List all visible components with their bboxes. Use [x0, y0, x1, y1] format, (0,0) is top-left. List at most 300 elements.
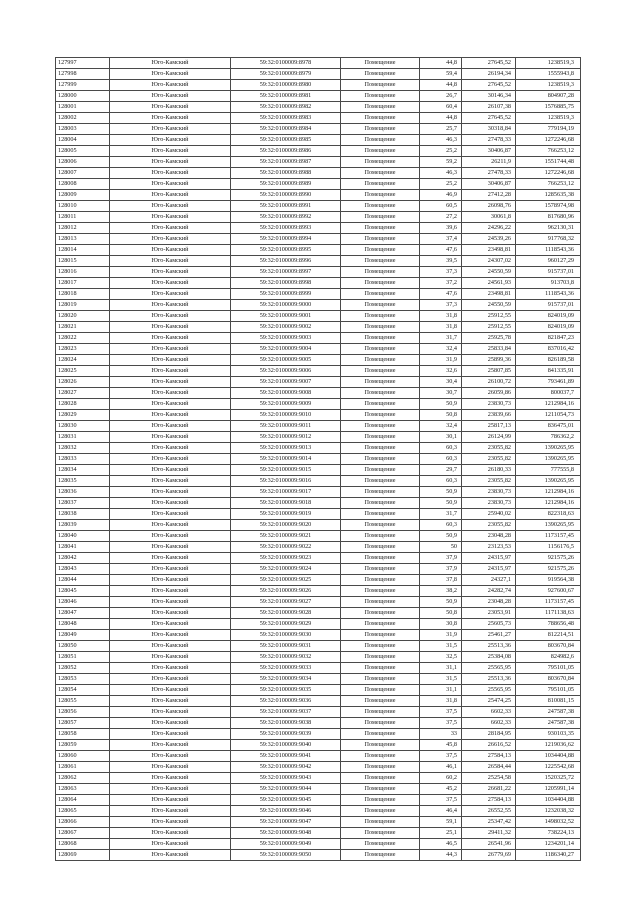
- unit-price-cell: 25807,85: [462, 366, 516, 377]
- table-row: [56, 740, 581, 751]
- cadastral-value-cell: 766253,12: [516, 179, 581, 190]
- row-number: 128026: [56, 377, 110, 388]
- area-cell: 31,8: [420, 311, 462, 322]
- cadastral-value-cell: 824982,6: [516, 652, 581, 663]
- row-number: 128054: [56, 685, 110, 696]
- cadastral-number-cell: 59:32:0100009:9032: [231, 652, 341, 663]
- unit-price-cell: 26211,9: [462, 157, 516, 168]
- cadastral-number-cell: 59:32:0100009:9007: [231, 377, 341, 388]
- cadastral-value-cell: 1578974,98: [516, 201, 581, 212]
- table-body: [56, 58, 581, 861]
- cadastral-value-cell: 1212984,16: [516, 498, 581, 509]
- district-cell: Юго-Камский: [110, 146, 231, 157]
- object-type-cell: Помещение: [341, 641, 420, 652]
- cadastral-number-cell: 59:32:0100009:8995: [231, 245, 341, 256]
- object-type-cell: Помещение: [341, 311, 420, 322]
- unit-price-cell: 26124,99: [462, 432, 516, 443]
- unit-price-cell: 25940,02: [462, 509, 516, 520]
- cadastral-number-cell: 59:32:0100009:9013: [231, 443, 341, 454]
- cadastral-number-cell: 59:32:0100009:9010: [231, 410, 341, 421]
- area-cell: 37,2: [420, 278, 462, 289]
- unit-price-cell: 27584,13: [462, 795, 516, 806]
- row-number: 128018: [56, 289, 110, 300]
- table-row: [56, 696, 581, 707]
- cadastral-number-cell: 59:32:0100009:8993: [231, 223, 341, 234]
- district-cell: Юго-Камский: [110, 190, 231, 201]
- cadastral-number-cell: 59:32:0100009:8980: [231, 80, 341, 91]
- area-cell: 50,9: [420, 597, 462, 608]
- district-cell: Юго-Камский: [110, 575, 231, 586]
- row-number: 128024: [56, 355, 110, 366]
- row-number: 128016: [56, 267, 110, 278]
- row-number: 128003: [56, 124, 110, 135]
- unit-price-cell: 30406,87: [462, 179, 516, 190]
- cadastral-value-cell: 1390265,95: [516, 520, 581, 531]
- row-number: 128013: [56, 234, 110, 245]
- table-row: [56, 366, 581, 377]
- object-type-cell: Помещение: [341, 784, 420, 795]
- district-cell: Юго-Камский: [110, 773, 231, 784]
- object-type-cell: Помещение: [341, 795, 420, 806]
- table-row: [56, 157, 581, 168]
- object-type-cell: Помещение: [341, 157, 420, 168]
- row-number: 128029: [56, 410, 110, 421]
- row-number: 128031: [56, 432, 110, 443]
- area-cell: 46,1: [420, 762, 462, 773]
- cadastral-table: [55, 57, 581, 861]
- cadastral-number-cell: 59:32:0100009:9003: [231, 333, 341, 344]
- area-cell: 50,9: [420, 487, 462, 498]
- cadastral-number-cell: 59:32:0100009:9037: [231, 707, 341, 718]
- district-cell: Юго-Камский: [110, 586, 231, 597]
- object-type-cell: Помещение: [341, 190, 420, 201]
- area-cell: 26,7: [420, 91, 462, 102]
- table-row: [56, 575, 581, 586]
- cadastral-value-cell: 1225542,68: [516, 762, 581, 773]
- object-type-cell: Помещение: [341, 102, 420, 113]
- cadastral-value-cell: 917768,32: [516, 234, 581, 245]
- unit-price-cell: 6602,33: [462, 707, 516, 718]
- district-cell: Юго-Камский: [110, 729, 231, 740]
- row-number: 128028: [56, 399, 110, 410]
- area-cell: 50,8: [420, 608, 462, 619]
- cadastral-number-cell: 59:32:0100009:9031: [231, 641, 341, 652]
- row-number: 128065: [56, 806, 110, 817]
- row-number: 128015: [56, 256, 110, 267]
- cadastral-number-cell: 59:32:0100009:8996: [231, 256, 341, 267]
- district-cell: Юго-Камский: [110, 542, 231, 553]
- row-number: 128017: [56, 278, 110, 289]
- cadastral-value-cell: 1118543,36: [516, 245, 581, 256]
- unit-price-cell: 26194,34: [462, 69, 516, 80]
- table-row: [56, 69, 581, 80]
- cadastral-number-cell: 59:32:0100009:8983: [231, 113, 341, 124]
- table-row: [56, 256, 581, 267]
- table-row: [56, 322, 581, 333]
- cadastral-number-cell: 59:32:0100009:9030: [231, 630, 341, 641]
- object-type-cell: Помещение: [341, 839, 420, 850]
- area-cell: 45,8: [420, 740, 462, 751]
- object-type-cell: Помещение: [341, 355, 420, 366]
- cadastral-value-cell: 1212984,16: [516, 399, 581, 410]
- table-row: [56, 234, 581, 245]
- district-cell: Юго-Камский: [110, 91, 231, 102]
- table-row: [56, 179, 581, 190]
- cadastral-value-cell: 1034404,88: [516, 751, 581, 762]
- area-cell: 31,1: [420, 663, 462, 674]
- area-cell: 44,3: [420, 850, 462, 861]
- district-cell: Юго-Камский: [110, 718, 231, 729]
- area-cell: 37,5: [420, 707, 462, 718]
- unit-price-cell: 24539,26: [462, 234, 516, 245]
- cadastral-number-cell: 59:32:0100009:9026: [231, 586, 341, 597]
- district-cell: Юго-Камский: [110, 212, 231, 223]
- cadastral-value-cell: 921575,26: [516, 564, 581, 575]
- row-number: 128064: [56, 795, 110, 806]
- object-type-cell: Помещение: [341, 69, 420, 80]
- object-type-cell: Помещение: [341, 256, 420, 267]
- object-type-cell: Помещение: [341, 663, 420, 674]
- unit-price-cell: 23498,81: [462, 245, 516, 256]
- row-number: 128002: [56, 113, 110, 124]
- cadastral-value-cell: 824019,09: [516, 311, 581, 322]
- row-number: 128014: [56, 245, 110, 256]
- object-type-cell: Помещение: [341, 696, 420, 707]
- area-cell: 31,9: [420, 630, 462, 641]
- object-type-cell: Помещение: [341, 366, 420, 377]
- cadastral-number-cell: 59:32:0100009:8997: [231, 267, 341, 278]
- district-cell: Юго-Камский: [110, 839, 231, 850]
- cadastral-value-cell: 803670,84: [516, 641, 581, 652]
- cadastral-value-cell: 1238519,3: [516, 113, 581, 124]
- row-number: 128007: [56, 168, 110, 179]
- area-cell: 30,4: [420, 377, 462, 388]
- cadastral-value-cell: 824019,09: [516, 322, 581, 333]
- object-type-cell: Помещение: [341, 300, 420, 311]
- unit-price-cell: 25474,25: [462, 696, 516, 707]
- object-type-cell: Помещение: [341, 201, 420, 212]
- row-number: 128051: [56, 652, 110, 663]
- cadastral-value-cell: 821847,23: [516, 333, 581, 344]
- district-cell: Юго-Камский: [110, 344, 231, 355]
- unit-price-cell: 26616,52: [462, 740, 516, 751]
- object-type-cell: Помещение: [341, 652, 420, 663]
- unit-price-cell: 29411,32: [462, 828, 516, 839]
- district-cell: Юго-Камский: [110, 157, 231, 168]
- row-number: 128033: [56, 454, 110, 465]
- row-number: 128043: [56, 564, 110, 575]
- area-cell: 31,1: [420, 685, 462, 696]
- cadastral-value-cell: 1551744,48: [516, 157, 581, 168]
- cadastral-number-cell: 59:32:0100009:9012: [231, 432, 341, 443]
- cadastral-value-cell: 788656,48: [516, 619, 581, 630]
- unit-price-cell: 26180,33: [462, 465, 516, 476]
- area-cell: 38,2: [420, 586, 462, 597]
- unit-price-cell: 26779,69: [462, 850, 516, 861]
- area-cell: 59,1: [420, 817, 462, 828]
- row-number: 128050: [56, 641, 110, 652]
- cadastral-number-cell: 59:32:0100009:8984: [231, 124, 341, 135]
- cadastral-value-cell: 1173157,45: [516, 531, 581, 542]
- cadastral-number-cell: 59:32:0100009:9044: [231, 784, 341, 795]
- unit-price-cell: 26681,22: [462, 784, 516, 795]
- object-type-cell: Помещение: [341, 410, 420, 421]
- district-cell: Юго-Камский: [110, 619, 231, 630]
- table-row: [56, 542, 581, 553]
- district-cell: Юго-Камский: [110, 267, 231, 278]
- table-row: [56, 630, 581, 641]
- table-row: [56, 751, 581, 762]
- object-type-cell: Помещение: [341, 113, 420, 124]
- area-cell: 31,5: [420, 641, 462, 652]
- cadastral-value-cell: 1212984,16: [516, 487, 581, 498]
- cadastral-value-cell: 1034404,88: [516, 795, 581, 806]
- object-type-cell: Помещение: [341, 597, 420, 608]
- area-cell: 50,9: [420, 399, 462, 410]
- cadastral-value-cell: 1272246,68: [516, 168, 581, 179]
- unit-price-cell: 24550,59: [462, 300, 516, 311]
- cadastral-value-cell: 913703,8: [516, 278, 581, 289]
- table-row: [56, 278, 581, 289]
- cadastral-value-cell: 1390265,95: [516, 454, 581, 465]
- district-cell: Юго-Камский: [110, 245, 231, 256]
- unit-price-cell: 23055,82: [462, 520, 516, 531]
- cadastral-value-cell: 1520325,72: [516, 773, 581, 784]
- document-page: [55, 57, 580, 861]
- object-type-cell: Помещение: [341, 729, 420, 740]
- cadastral-number-cell: 59:32:0100009:9041: [231, 751, 341, 762]
- cadastral-value-cell: 779194,19: [516, 124, 581, 135]
- object-type-cell: Помещение: [341, 234, 420, 245]
- district-cell: Юго-Камский: [110, 674, 231, 685]
- object-type-cell: Помещение: [341, 322, 420, 333]
- object-type-cell: Помещение: [341, 146, 420, 157]
- district-cell: Юго-Камский: [110, 498, 231, 509]
- table-row: [56, 146, 581, 157]
- cadastral-value-cell: 962130,31: [516, 223, 581, 234]
- row-number: 128057: [56, 718, 110, 729]
- row-number: 128055: [56, 696, 110, 707]
- cadastral-number-cell: 59:32:0100009:9036: [231, 696, 341, 707]
- row-number: 128006: [56, 157, 110, 168]
- row-number: 128010: [56, 201, 110, 212]
- cadastral-number-cell: 59:32:0100009:9050: [231, 850, 341, 861]
- area-cell: 33: [420, 729, 462, 740]
- unit-price-cell: 25513,36: [462, 641, 516, 652]
- row-number: 128000: [56, 91, 110, 102]
- area-cell: 32,4: [420, 421, 462, 432]
- unit-price-cell: 23055,82: [462, 476, 516, 487]
- district-cell: Юго-Камский: [110, 806, 231, 817]
- object-type-cell: Помещение: [341, 388, 420, 399]
- table-row: [56, 476, 581, 487]
- object-type-cell: Помещение: [341, 553, 420, 564]
- table-row: [56, 850, 581, 861]
- area-cell: 37,5: [420, 718, 462, 729]
- unit-price-cell: 23839,66: [462, 410, 516, 421]
- unit-price-cell: 25605,73: [462, 619, 516, 630]
- cadastral-number-cell: 59:32:0100009:9015: [231, 465, 341, 476]
- district-cell: Юго-Камский: [110, 333, 231, 344]
- cadastral-number-cell: 59:32:0100009:9021: [231, 531, 341, 542]
- cadastral-number-cell: 59:32:0100009:9045: [231, 795, 341, 806]
- object-type-cell: Помещение: [341, 740, 420, 751]
- object-type-cell: Помещение: [341, 718, 420, 729]
- table-row: [56, 839, 581, 850]
- cadastral-value-cell: 766253,12: [516, 146, 581, 157]
- cadastral-value-cell: 921575,26: [516, 553, 581, 564]
- district-cell: Юго-Камский: [110, 465, 231, 476]
- area-cell: 27,2: [420, 212, 462, 223]
- district-cell: Юго-Камский: [110, 520, 231, 531]
- object-type-cell: Помещение: [341, 421, 420, 432]
- area-cell: 46,3: [420, 168, 462, 179]
- cadastral-number-cell: 59:32:0100009:8981: [231, 91, 341, 102]
- table-row: [56, 245, 581, 256]
- object-type-cell: Помещение: [341, 817, 420, 828]
- district-cell: Юго-Камский: [110, 454, 231, 465]
- table-row: [56, 289, 581, 300]
- cadastral-value-cell: 915737,01: [516, 300, 581, 311]
- object-type-cell: Помещение: [341, 520, 420, 531]
- unit-price-cell: 25384,08: [462, 652, 516, 663]
- row-number: 128067: [56, 828, 110, 839]
- district-cell: Юго-Камский: [110, 608, 231, 619]
- area-cell: 46,4: [420, 806, 462, 817]
- unit-price-cell: 24315,97: [462, 553, 516, 564]
- cadastral-number-cell: 59:32:0100009:9035: [231, 685, 341, 696]
- table-row: [56, 795, 581, 806]
- object-type-cell: Помещение: [341, 542, 420, 553]
- row-number: 128069: [56, 850, 110, 861]
- cadastral-number-cell: 59:32:0100009:8992: [231, 212, 341, 223]
- table-row: [56, 91, 581, 102]
- table-row: [56, 223, 581, 234]
- object-type-cell: Помещение: [341, 124, 420, 135]
- unit-price-cell: 27412,28: [462, 190, 516, 201]
- district-cell: Юго-Камский: [110, 58, 231, 69]
- unit-price-cell: 27645,52: [462, 80, 516, 91]
- table-row: [56, 333, 581, 344]
- row-number: 128068: [56, 839, 110, 850]
- cadastral-number-cell: 59:32:0100009:9018: [231, 498, 341, 509]
- district-cell: Юго-Камский: [110, 795, 231, 806]
- unit-price-cell: 26100,72: [462, 377, 516, 388]
- object-type-cell: Помещение: [341, 223, 420, 234]
- table-row: [56, 509, 581, 520]
- row-number: 128041: [56, 542, 110, 553]
- table-row: [56, 432, 581, 443]
- district-cell: Юго-Камский: [110, 256, 231, 267]
- district-cell: Юго-Камский: [110, 388, 231, 399]
- table-row: [56, 685, 581, 696]
- object-type-cell: Помещение: [341, 806, 420, 817]
- cadastral-number-cell: 59:32:0100009:9049: [231, 839, 341, 850]
- district-cell: Юго-Камский: [110, 707, 231, 718]
- district-cell: Юго-Камский: [110, 223, 231, 234]
- cadastral-number-cell: 59:32:0100009:8988: [231, 168, 341, 179]
- unit-price-cell: 25925,78: [462, 333, 516, 344]
- object-type-cell: Помещение: [341, 443, 420, 454]
- unit-price-cell: 27645,52: [462, 58, 516, 69]
- cadastral-number-cell: 59:32:0100009:9034: [231, 674, 341, 685]
- district-cell: Юго-Камский: [110, 685, 231, 696]
- district-cell: Юго-Камский: [110, 410, 231, 421]
- district-cell: Юго-Камский: [110, 168, 231, 179]
- cadastral-number-cell: 59:32:0100009:9025: [231, 575, 341, 586]
- row-number: 128023: [56, 344, 110, 355]
- table-row: [56, 190, 581, 201]
- cadastral-number-cell: 59:32:0100009:9001: [231, 311, 341, 322]
- area-cell: 60,2: [420, 773, 462, 784]
- table-row: [56, 619, 581, 630]
- area-cell: 31,8: [420, 696, 462, 707]
- cadastral-value-cell: 812214,51: [516, 630, 581, 641]
- row-number: 128004: [56, 135, 110, 146]
- area-cell: 29,7: [420, 465, 462, 476]
- district-cell: Юго-Камский: [110, 421, 231, 432]
- row-number: 128027: [56, 388, 110, 399]
- cadastral-number-cell: 59:32:0100009:9016: [231, 476, 341, 487]
- district-cell: Юго-Камский: [110, 311, 231, 322]
- table-row: [56, 729, 581, 740]
- row-number: 128042: [56, 553, 110, 564]
- object-type-cell: Помещение: [341, 828, 420, 839]
- cadastral-value-cell: 1211054,73: [516, 410, 581, 421]
- unit-price-cell: 6602,33: [462, 718, 516, 729]
- object-type-cell: Помещение: [341, 575, 420, 586]
- area-cell: 47,6: [420, 289, 462, 300]
- table-row: [56, 168, 581, 179]
- area-cell: 30,7: [420, 388, 462, 399]
- row-number: 128019: [56, 300, 110, 311]
- area-cell: 37,5: [420, 795, 462, 806]
- table-row: [56, 652, 581, 663]
- object-type-cell: Помещение: [341, 476, 420, 487]
- table-row: [56, 454, 581, 465]
- area-cell: 25,2: [420, 146, 462, 157]
- table-row: [56, 124, 581, 135]
- cadastral-value-cell: 793461,89: [516, 377, 581, 388]
- cadastral-number-cell: 59:32:0100009:9040: [231, 740, 341, 751]
- cadastral-value-cell: 817680,96: [516, 212, 581, 223]
- cadastral-number-cell: 59:32:0100009:8987: [231, 157, 341, 168]
- cadastral-value-cell: 822318,63: [516, 509, 581, 520]
- unit-price-cell: 30061,8: [462, 212, 516, 223]
- unit-price-cell: 25912,55: [462, 322, 516, 333]
- cadastral-value-cell: 1156176,5: [516, 542, 581, 553]
- cadastral-number-cell: 59:32:0100009:9017: [231, 487, 341, 498]
- area-cell: 46,3: [420, 135, 462, 146]
- cadastral-value-cell: 1219036,62: [516, 740, 581, 751]
- cadastral-number-cell: 59:32:0100009:8982: [231, 102, 341, 113]
- cadastral-number-cell: 59:32:0100009:9009: [231, 399, 341, 410]
- cadastral-value-cell: 777555,8: [516, 465, 581, 476]
- area-cell: 46,5: [420, 839, 462, 850]
- object-type-cell: Помещение: [341, 586, 420, 597]
- cadastral-number-cell: 59:32:0100009:8998: [231, 278, 341, 289]
- unit-price-cell: 26059,86: [462, 388, 516, 399]
- cadastral-value-cell: 919564,38: [516, 575, 581, 586]
- area-cell: 60,3: [420, 476, 462, 487]
- unit-price-cell: 27478,33: [462, 135, 516, 146]
- table-row: [56, 641, 581, 652]
- cadastral-value-cell: 1234201,14: [516, 839, 581, 850]
- table-row: [56, 421, 581, 432]
- cadastral-number-cell: 59:32:0100009:8978: [231, 58, 341, 69]
- cadastral-number-cell: 59:32:0100009:9020: [231, 520, 341, 531]
- table-row: [56, 410, 581, 421]
